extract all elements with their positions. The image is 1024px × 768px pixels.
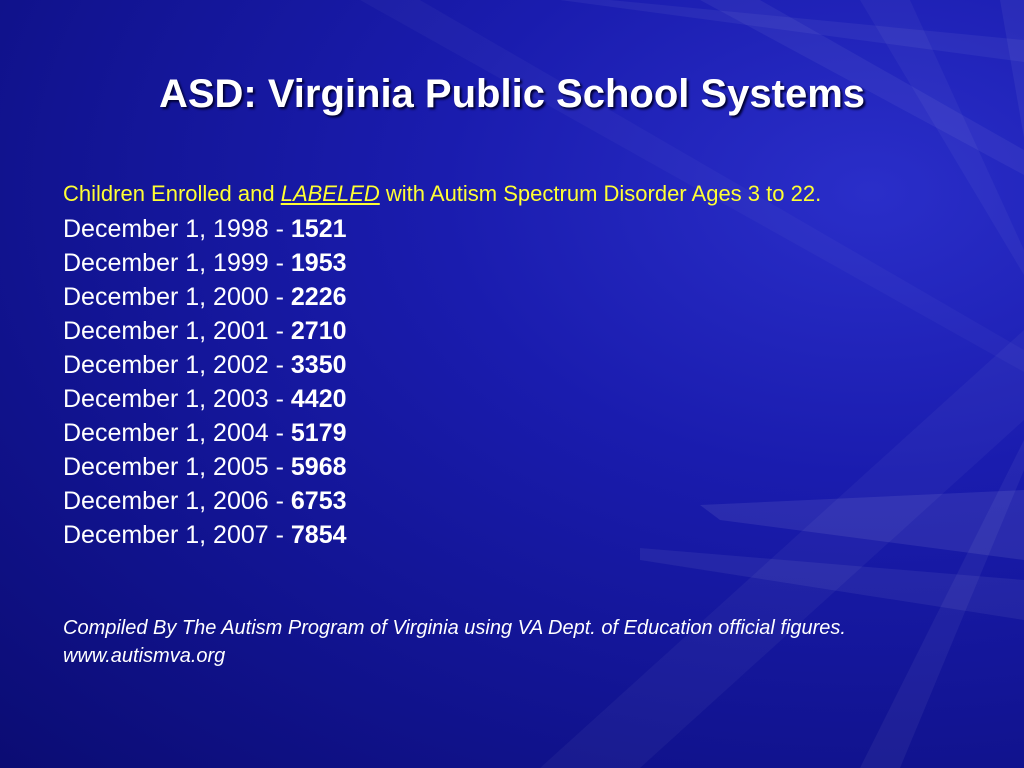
list-item bbox=[63, 280, 347, 314]
subtitle bbox=[63, 181, 821, 207]
entry-separator: - bbox=[268, 249, 291, 277]
credit-text: Compiled By The Autism Program of Virginia using VA Dept. of Education official figures. bbox=[63, 617, 846, 639]
entry-separator: - bbox=[268, 283, 291, 311]
list-item bbox=[63, 382, 347, 416]
list-item bbox=[63, 416, 347, 450]
entry-count: 1953 bbox=[290, 249, 347, 277]
credit-url: www.autismva.org bbox=[63, 645, 226, 667]
entry-separator: - bbox=[268, 351, 291, 379]
entry-count: 2710 bbox=[290, 317, 347, 345]
list-item bbox=[63, 518, 347, 552]
entry-count: 7854 bbox=[290, 521, 347, 549]
source-credit bbox=[63, 614, 846, 670]
entry-count: 4420 bbox=[290, 385, 347, 413]
entry-count: 5968 bbox=[290, 453, 347, 481]
list-item bbox=[63, 450, 347, 484]
list-item bbox=[63, 212, 347, 246]
entry-count: 3350 bbox=[290, 351, 347, 379]
subtitle-prefix: Children Enrolled and bbox=[63, 181, 281, 206]
entry-date: December 1, 2001 bbox=[63, 317, 269, 345]
entry-separator: - bbox=[268, 385, 291, 413]
entry-count: 1521 bbox=[290, 215, 347, 243]
subtitle-emphasis: LABELED bbox=[280, 181, 380, 206]
list-item bbox=[63, 246, 347, 280]
list-item bbox=[63, 348, 347, 382]
entry-date: December 1, 2003 bbox=[63, 385, 269, 413]
entry-date: December 1, 2006 bbox=[63, 487, 269, 515]
list-item bbox=[63, 314, 347, 348]
slide-title: ASD: Virginia Public School Systems bbox=[158, 72, 866, 116]
entry-separator: - bbox=[268, 487, 291, 515]
entry-date: December 1, 2005 bbox=[63, 453, 269, 481]
entry-count: 5179 bbox=[290, 419, 347, 447]
entry-separator: - bbox=[268, 317, 291, 345]
entry-date: December 1, 2000 bbox=[63, 283, 269, 311]
entry-separator: - bbox=[268, 521, 291, 549]
entry-date: December 1, 2007 bbox=[63, 521, 269, 549]
entry-date: December 1, 1998 bbox=[63, 215, 269, 243]
entry-separator: - bbox=[268, 419, 291, 447]
entry-separator: - bbox=[268, 215, 291, 243]
list-item bbox=[63, 484, 347, 518]
subtitle-suffix: with Autism Spectrum Disorder Ages 3 to 22. bbox=[379, 181, 822, 206]
entry-count: 6753 bbox=[290, 487, 347, 515]
entry-date: December 1, 2002 bbox=[63, 351, 269, 379]
entry-date: December 1, 1999 bbox=[63, 249, 269, 277]
entry-separator: - bbox=[268, 453, 291, 481]
enrollment-list bbox=[63, 212, 347, 552]
entry-count: 2226 bbox=[290, 283, 347, 311]
entry-date: December 1, 2004 bbox=[63, 419, 269, 447]
